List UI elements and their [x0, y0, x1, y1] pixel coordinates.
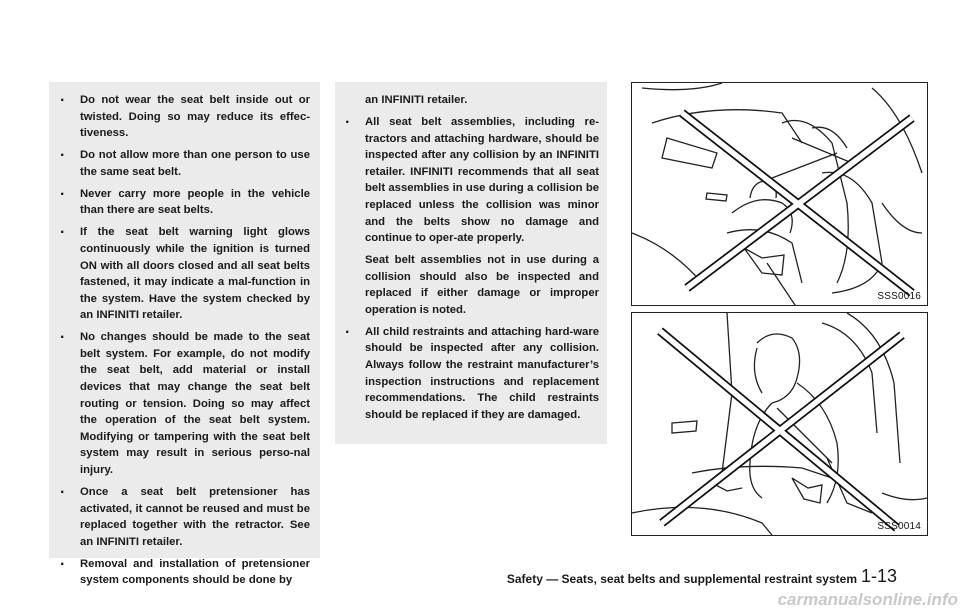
left-column	[58, 92, 310, 594]
bullet-item: . Do not allow more than one person to use the same seat belt.	[58, 147, 310, 180]
bullet-item: . If the seat belt warning light glows continuously while the ignition is turned ON with all doors closed and all seat belts fastened, it may indicate a mal-function in the system. Have the system checked by an INFINITI retailer.	[58, 224, 310, 324]
bullet-item: . Never carry more people in the vehicle than there are seat belts.	[58, 186, 310, 219]
middle-column	[343, 92, 599, 429]
figure-seat-belt-child	[631, 82, 928, 306]
crossed-out-pregnant-seat-belt-icon	[632, 313, 927, 535]
bullet-item: . Removal and installation of pretensioner system components should be done by	[58, 556, 310, 589]
bullet-item: . All child restraints and attaching hard-ware should be inspected after any collision. Always follow the restraint manufacturer’s inspection instructions and replacement recommendations. The child restraints should be replaced if they are damaged.	[343, 324, 599, 424]
page-number: 1-13	[860, 566, 897, 586]
figure-id: SSS0014	[877, 521, 921, 532]
bullet-item: . Do not wear the seat belt inside out or twisted. Doing so may reduce its effec-tiveness.	[58, 92, 310, 142]
bullet-item: . No changes should be made to the seat belt system. For example, do not modify the seat belt, add material or install devices that may change the seat belt routing or tension. Doing so may affect the operation of the seat belt system. Modifying or tampering with the seat belt system may result in serious perso-nal injury.	[58, 329, 310, 478]
continuation-text: an INFINITI retailer.	[365, 94, 468, 106]
figure-id: SSS0016	[877, 291, 921, 302]
crossed-out-seat-belt-child-icon	[632, 83, 927, 305]
bullet-paragraph: Seat belt assemblies not in use during a collision should also be inspected and replaced if either damage or improper operation is noted.	[365, 254, 599, 316]
bullet-item: . All seat belt assemblies, including re-tractors and attaching hardware, should be inspected after any collision by an INFINITI retailer. INFINITI recommends that all seat belt assemblies in use during a collision be replaced unless the collision was minor and the belts show no damage and continue to oper-ate properly.	[343, 114, 599, 247]
watermark-text: carmanualsonline.info	[777, 590, 958, 609]
footer-section-title: Safety — Seats, seat belts and supplemental restraint system	[506, 572, 857, 586]
bullet-item: . Once a seat belt pretensioner has activated, it cannot be reused and must be replaced together with the retractor. See an INFINITI retailer.	[58, 484, 310, 550]
figure-pregnant-seat-belt	[631, 312, 928, 536]
